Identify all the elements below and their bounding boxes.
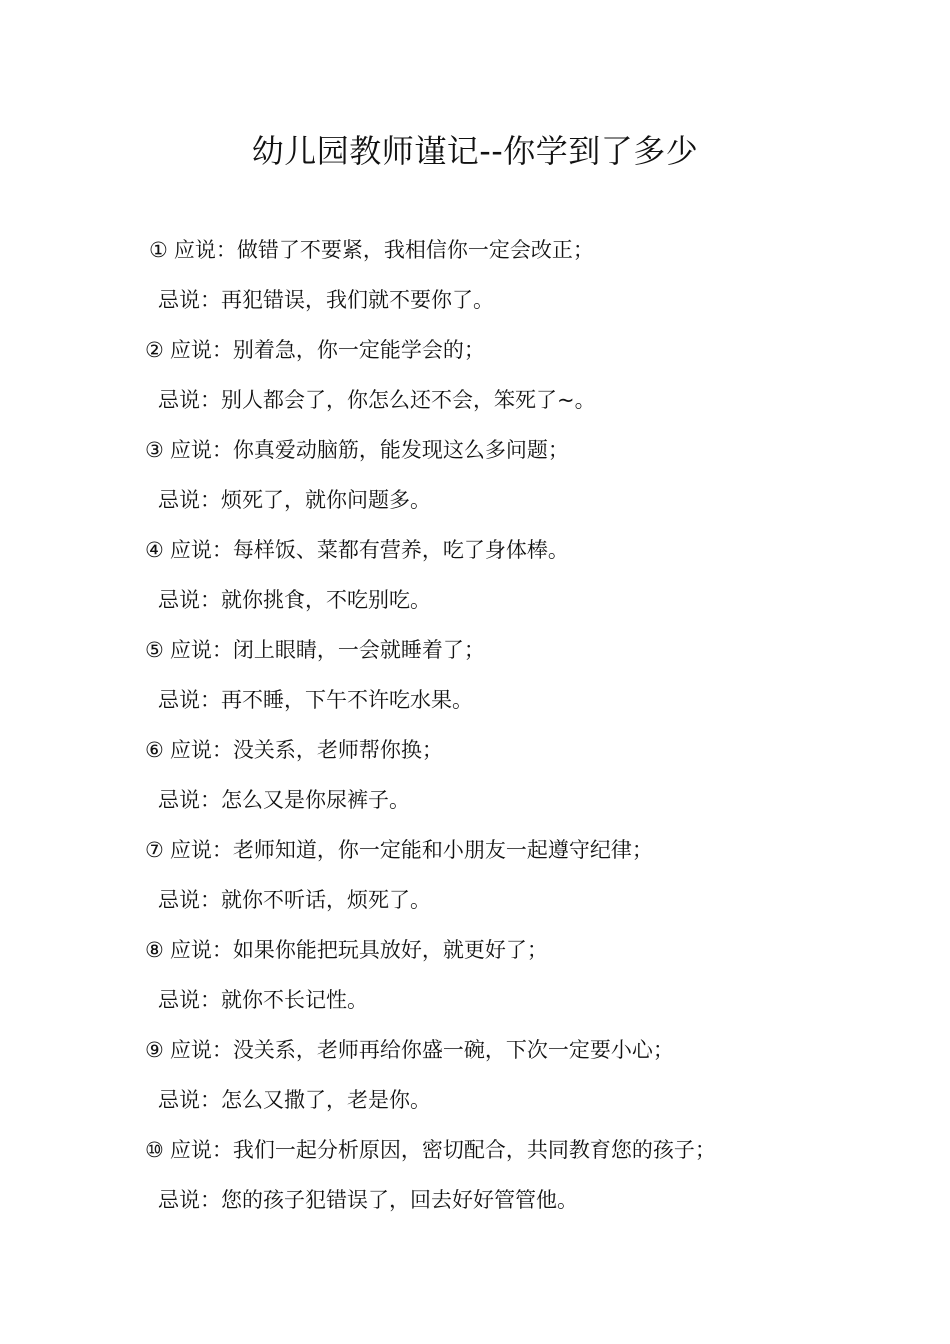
item-marker: ⑨: [145, 1038, 164, 1062]
item-3-good: [145, 430, 905, 480]
item-2-bad: 忌说：别人都会了，你怎么还不会，笨死了~。: [158, 388, 596, 412]
good-text: 应说：做错了不要紧，我相信你一定会改正；: [173, 238, 594, 262]
good-text: 应说：闭上眼睛，一会就睡着了；: [169, 638, 485, 662]
document-title: 幼儿园教师谨记--你学到了多少: [251, 132, 699, 170]
item-1-good: [145, 230, 905, 280]
good-text: 应说：没关系，老师再给你盛一碗，下次一定要小心；: [169, 1038, 674, 1062]
item-marker: ④: [145, 538, 164, 562]
item-4-good: [145, 530, 905, 580]
tips-list: [145, 230, 905, 1230]
item-2-good: [145, 330, 905, 380]
item-5-bad: 忌说：再不睡，下午不许吃水果。: [158, 688, 473, 712]
item-6-bad: 忌说：怎么又是你尿裤子。: [158, 788, 410, 812]
item-7-bad: 忌说：就你不听话，烦死了。: [158, 888, 431, 912]
item-8-good: [145, 930, 905, 980]
item-9-good: [145, 1030, 905, 1080]
item-1-bad: 忌说：再犯错误，我们就不要你了。: [158, 288, 494, 312]
item-4-bad: 忌说：就你挑食，不吃别吃。: [158, 588, 431, 612]
item-marker: ②: [145, 338, 164, 362]
item-marker: ⑦: [145, 838, 164, 862]
good-text: 应说：每样饭、菜都有营养，吃了身体棒。: [169, 538, 569, 562]
item-8-bad: 忌说：就你不长记性。: [158, 988, 368, 1012]
good-text: 应说：我们一起分析原因，密切配合，共同教育您的孩子；: [169, 1138, 716, 1162]
item-marker: ⑥: [145, 738, 164, 762]
item-5-good: [145, 630, 905, 680]
item-10-good: [145, 1130, 905, 1180]
good-text: 应说：如果你能把玩具放好，就更好了；: [169, 938, 548, 962]
good-text: 应说：别着急，你一定能学会的；: [169, 338, 485, 362]
item-marker: ①: [149, 238, 168, 262]
item-marker: ⑩: [145, 1138, 164, 1162]
item-6-good: [145, 730, 905, 780]
item-3-bad: 忌说：烦死了，就你问题多。: [158, 488, 431, 512]
item-marker: ⑧: [145, 938, 164, 962]
item-7-good: [145, 830, 905, 880]
item-marker: ③: [145, 438, 164, 462]
item-10-bad: 忌说：您的孩子犯错误了，回去好好管管他。: [158, 1188, 578, 1212]
good-text: 应说：你真爱动脑筋，能发现这么多问题；: [169, 438, 569, 462]
item-marker: ⑤: [145, 638, 164, 662]
good-text: 应说：老师知道，你一定能和小朋友一起遵守纪律；: [169, 838, 653, 862]
good-text: 应说：没关系，老师帮你换；: [169, 738, 443, 762]
item-9-bad: 忌说：怎么又撒了，老是你。: [158, 1088, 431, 1112]
